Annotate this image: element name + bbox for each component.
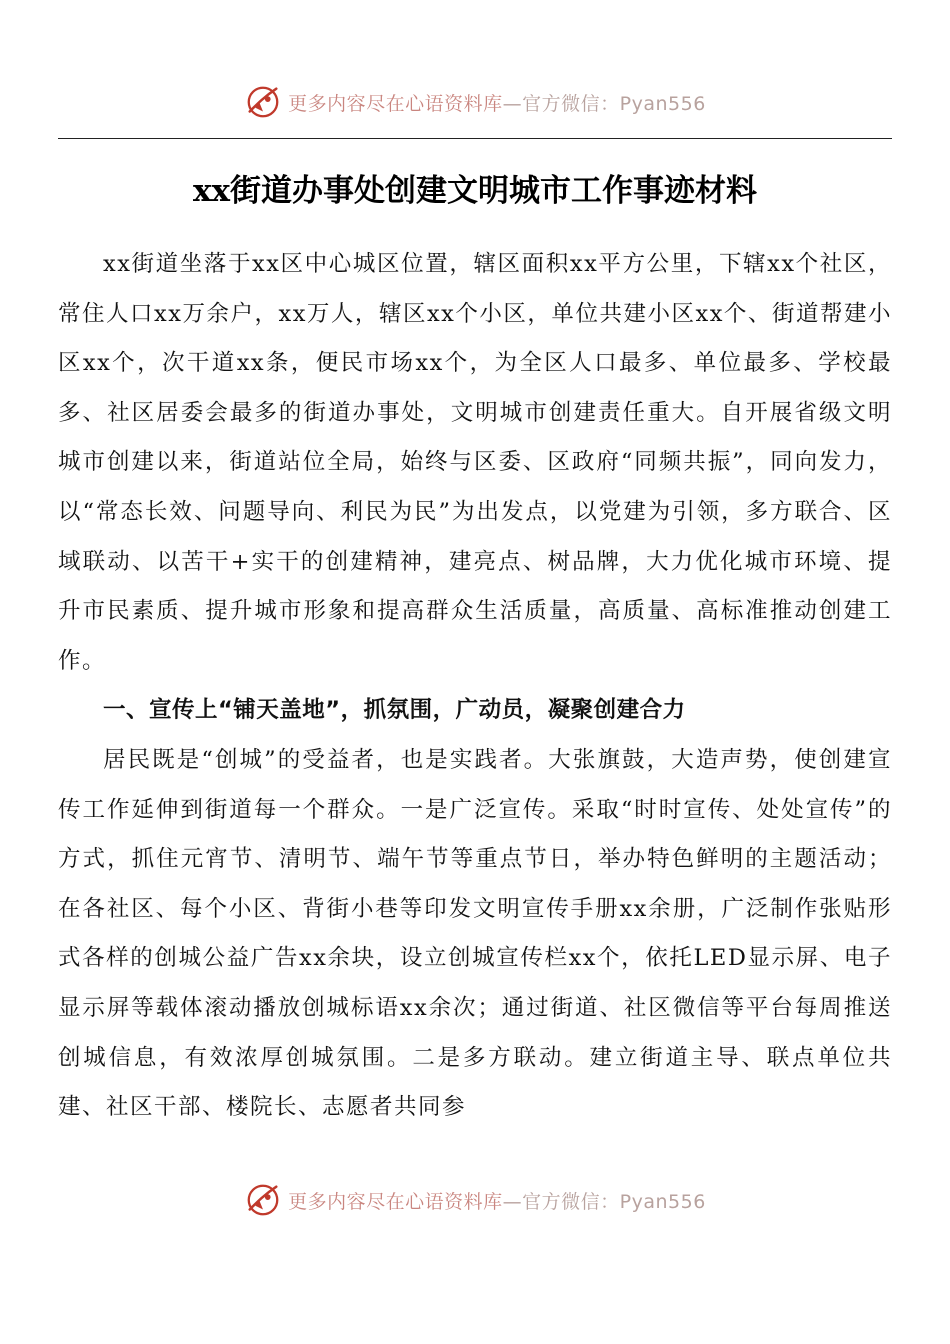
body-paragraph-1: xx街道坐落于xx区中心城区位置，辖区面积xx平方公里，下辖xx个社区，常住人口xx万余户，xx万人，辖区xx个小区，单位共建小区xx个、街道帮建小区xx个，次干道xx条，便民市场xx个，为全区人口最多、单位最多、学校最多、社区居委会最多的街道办事处，文明城市创建责任重大。自开展省级文明城市创建以来，街道站位全局，始终与区委、区政府“同频共振”，同向发力，以“常态长效、问题导向、利民为民”为出发点，以党建为引领，多方联合、区域联动、以苦干+实干的创建精神，建亮点、树品牌，大力优化城市环境、提升市民素质、提升城市形象和提高群众生活质量，高质量、高标准推动创建工作。 [58, 251, 892, 674]
document-body [58, 240, 892, 1133]
section-heading-1: 一、宣传上“铺天盖地”，抓氛围，广动员，凝聚创建合力 [103, 697, 686, 724]
document-title: xx街道办事处创建文明城市工作事迹材料 [193, 173, 757, 209]
body-paragraph-2: 居民既是“创城”的受益者，也是实践者。大张旗鼓，大造声势，使创建宣传工作延伸到街道每一个群众。一是广泛宣传。采取“时时宣传、处处宣传”的方式，抓住元宵节、清明节、端午节等重点节日，举办特色鲜明的主题活动；在各社区、每个小区、背街小巷等印发文明宣传手册xx余册，广泛制作张贴形式各样的创城公益广告xx余块，设立创城宣传栏xx个，依托LED显示屏、电子显示屏等载体滚动播放创城标语xx余次；通过街道、社区微信等平台每周推送创城信息，有效浓厚创城氛围。二是多方联动。建立街道主导、联点单位共建、社区干部、楼院长、志愿者共同参 [58, 746, 892, 1121]
watermark-text-library: 更多内容尽在心语资料库 [288, 92, 503, 115]
watermark-text [288, 89, 706, 116]
watermark-banner-top [0, 82, 950, 122]
watermark-text-wechat: —官方微信：Pyan556 [502, 92, 706, 115]
watermark-text-library: 更多内容尽在心语资料库 [288, 1190, 503, 1213]
watermark-banner-bottom [0, 1180, 950, 1220]
xinyu-logo-icon [244, 83, 282, 121]
watermark-inner [244, 1181, 706, 1219]
header-divider [58, 138, 892, 139]
xinyu-logo-icon [244, 1181, 282, 1219]
watermark-inner [244, 83, 706, 121]
watermark-text [288, 1187, 706, 1214]
watermark-text-wechat: —官方微信：Pyan556 [502, 1190, 706, 1213]
